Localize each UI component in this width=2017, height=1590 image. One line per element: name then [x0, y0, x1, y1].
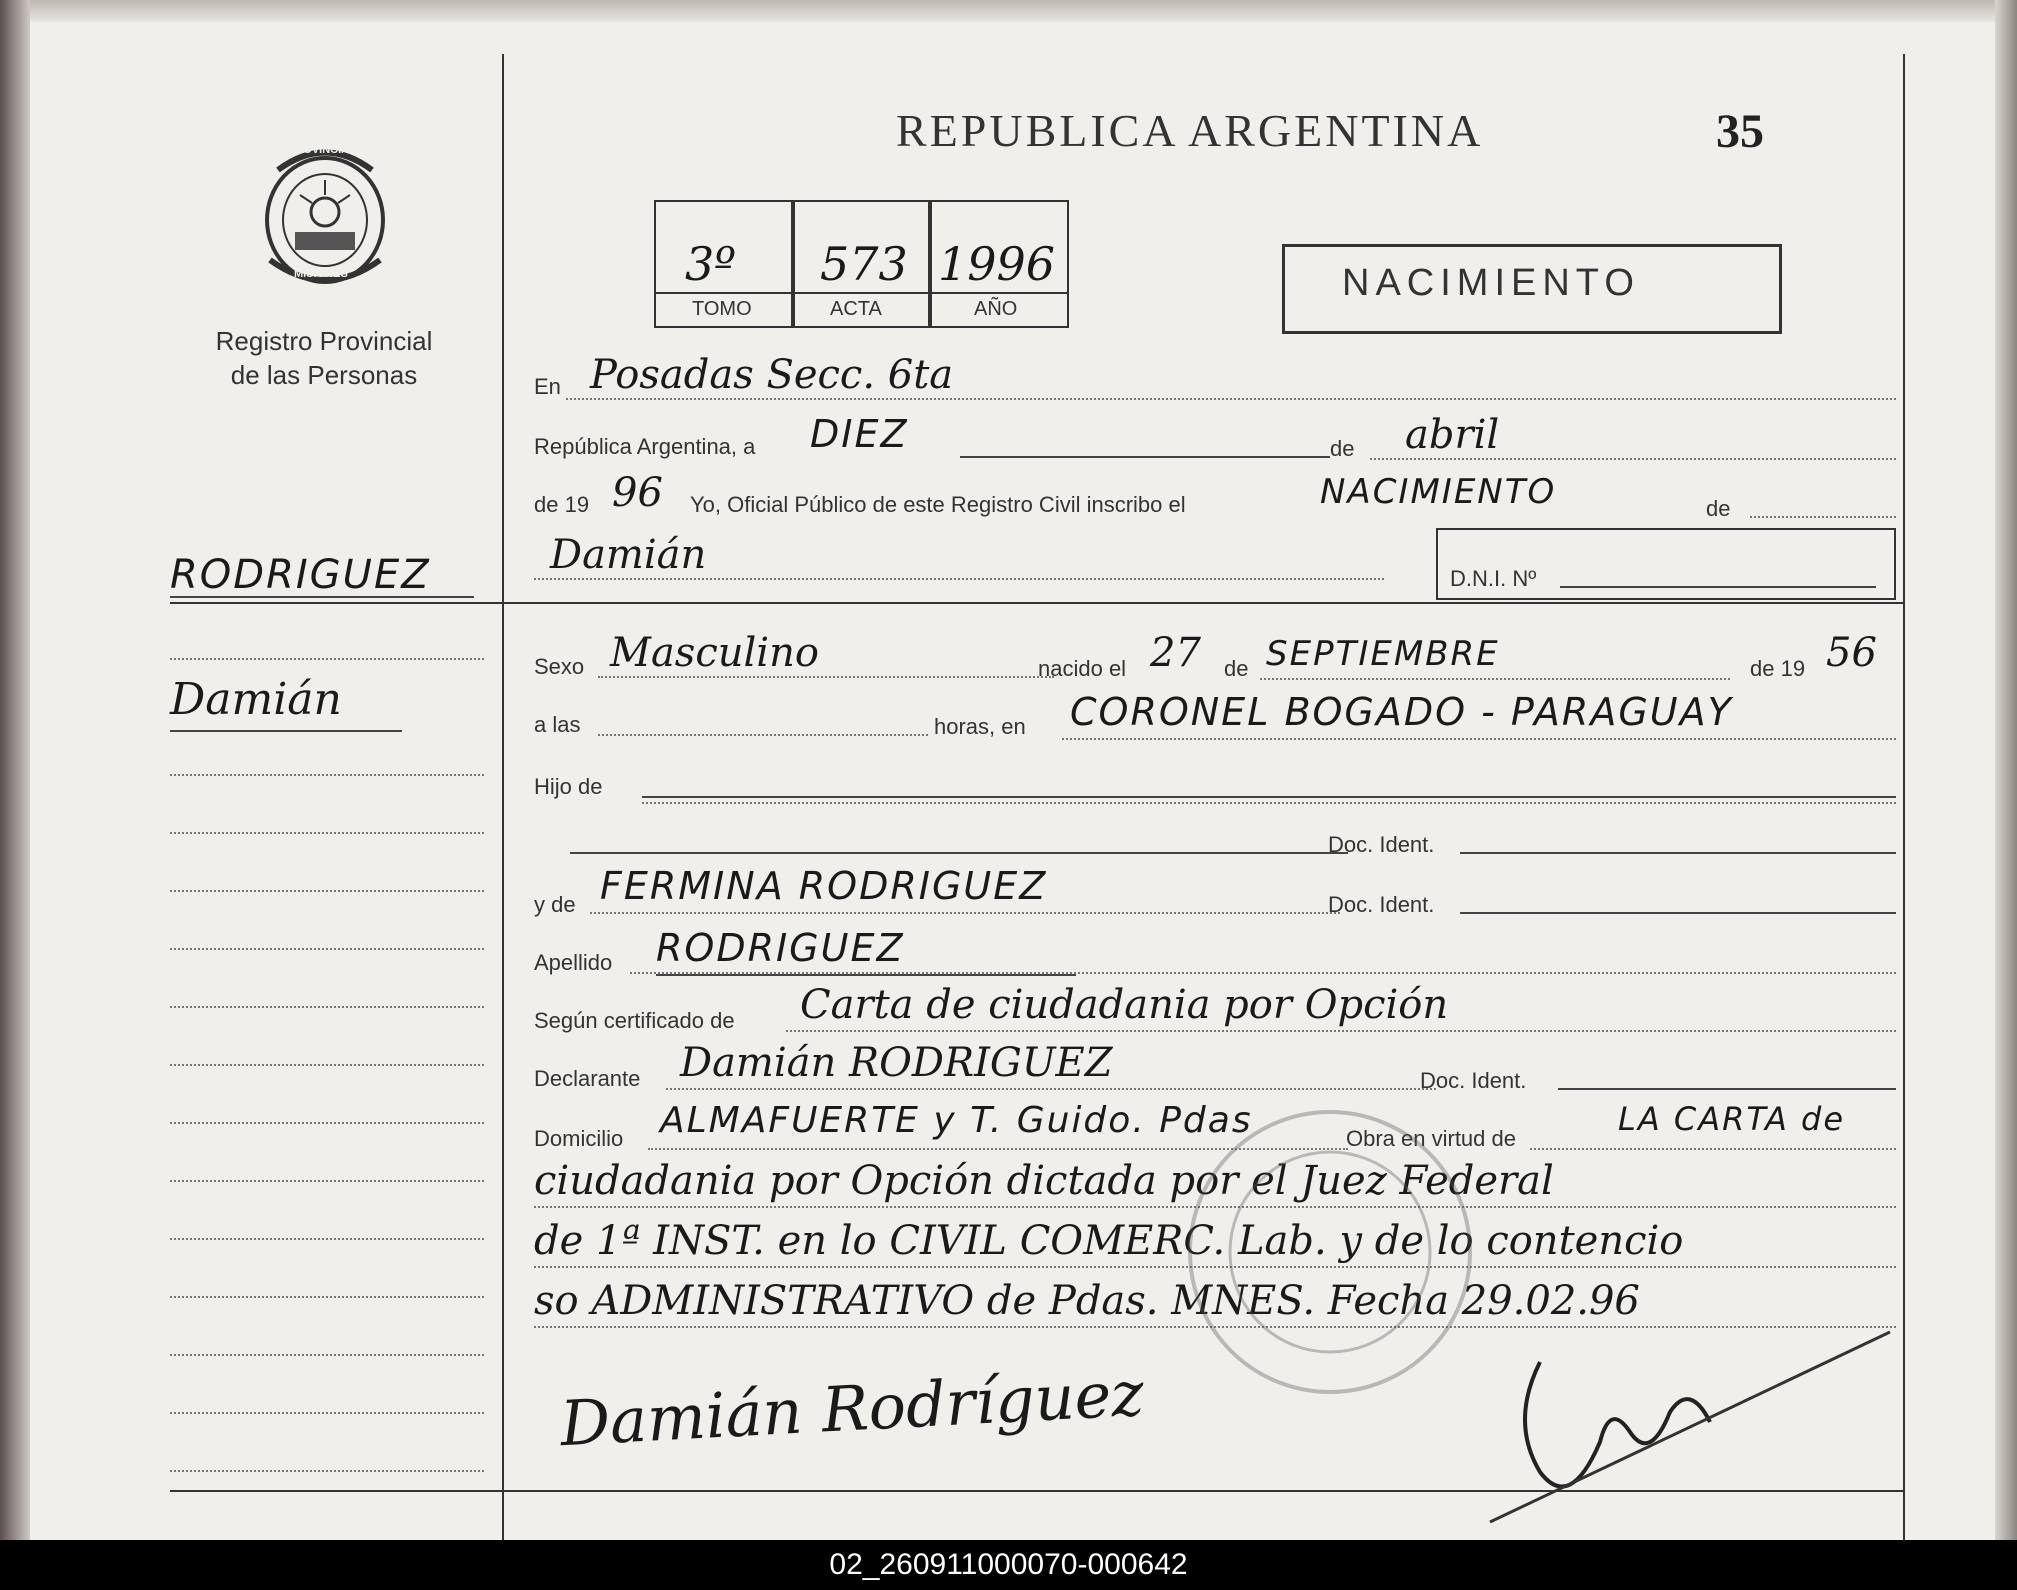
doc-ident-padre-line [1460, 852, 1896, 854]
anio-value: 1996 [938, 237, 1056, 291]
nac-mes-value: SEPTIEMBRE [1266, 634, 1500, 674]
acta-label: ACTA [830, 298, 882, 320]
nac-mes-line [1260, 678, 1730, 680]
declarant-signature: Damián Rodríguez [558, 1356, 1146, 1461]
doc-ident-madre-line [1460, 912, 1896, 914]
right-border [1903, 54, 1905, 1540]
dia-line [960, 456, 1330, 458]
page-top-edge [30, 0, 1995, 22]
registry-line-1: Registro Provincial [215, 326, 433, 356]
margin-surname: RODRIGUEZ [170, 552, 431, 598]
obra-value: LA CARTA de [1618, 1100, 1846, 1138]
image-id-caption: 02_260911000070-000642 [829, 1548, 1188, 1581]
registry-line-2: de las Personas [230, 360, 418, 390]
alas-label: a las [534, 712, 581, 737]
hijo-label: Hijo de [534, 774, 603, 799]
declarante-label: Declarante [534, 1066, 641, 1091]
margin-line [170, 1296, 484, 1298]
margin-underline-2 [170, 730, 402, 732]
nota-line-3: so ADMINISTRATIVO de Pdas. MNES. Fecha 29.02.96 [534, 1278, 1640, 1324]
margin-line [170, 774, 484, 776]
sexo-line [598, 676, 1054, 678]
tomo-label: TOMO [692, 298, 752, 320]
dni-label: D.N.I. Nº [1450, 566, 1537, 591]
document-type: NACIMIENTO [1342, 262, 1640, 304]
column-divider [502, 54, 504, 1540]
tomo-value: 3º [685, 237, 736, 291]
republica-label: República Argentina, a [534, 434, 756, 459]
margin-line [170, 1354, 484, 1356]
nota-line-2: de 1ª INST. en lo CIVIL COMERC. Lab. y de lo contencio [534, 1218, 1684, 1264]
registry-stamp-icon [1180, 1102, 1480, 1402]
nota-line-1: ciudadania por Opción dictada por el Juez Federal [534, 1158, 1554, 1204]
nombre-line [534, 578, 1384, 580]
en-line [566, 398, 1896, 400]
registry-name [174, 324, 474, 392]
anio-registro-value: 96 [612, 470, 663, 516]
nacido-label: nacido el [1038, 656, 1127, 681]
doc-ident-madre-label: Doc. Ident. [1328, 892, 1435, 917]
certificate-page [30, 22, 1995, 1540]
lugar-value: CORONEL BOGADO - PARAGUAY [1070, 690, 1733, 734]
apellido-value: RODRIGUEZ [656, 926, 905, 970]
nac-dia-value: 27 [1150, 630, 1201, 676]
margin-line [170, 658, 484, 660]
mes-value: abril [1405, 412, 1500, 458]
anio-label: AÑO [974, 298, 1018, 320]
sexo-label: Sexo [534, 654, 585, 679]
madre-line [590, 912, 1340, 914]
de2-label: de [1706, 496, 1731, 521]
lugar-line [1062, 738, 1896, 740]
apellido-line [630, 972, 1896, 974]
de1956-label: de 19 [1750, 656, 1806, 681]
margin-line [170, 1122, 484, 1124]
margin-line [170, 1064, 484, 1066]
section-divider [170, 602, 1905, 604]
en-value: Posadas Secc. 6ta [590, 352, 954, 398]
declarante-line [666, 1088, 1436, 1090]
padre-line [570, 852, 1348, 854]
margin-line [170, 1412, 484, 1414]
obra-label: Obra en virtud de [1346, 1126, 1516, 1151]
hijo-dots [642, 802, 1896, 804]
margin-line [170, 1180, 484, 1182]
official-signature-icon [1450, 1322, 1900, 1542]
domicilio-label: Domicilio [534, 1126, 624, 1151]
page-right-edge [1995, 0, 2017, 1540]
apellido-underline [656, 974, 1076, 976]
page-number: 35 [1716, 105, 1764, 158]
margin-line [170, 1006, 484, 1008]
dia-value: DIEZ [810, 412, 909, 456]
yde-label: y de [534, 892, 576, 917]
apellido-label: Apellido [534, 950, 613, 975]
acta-value: 573 [820, 237, 908, 291]
de-label: de [1330, 436, 1355, 461]
madre-value: FERMINA RODRIGUEZ [600, 864, 1048, 908]
country-title: REPUBLICA ARGENTINA [896, 105, 1484, 156]
margin-line [170, 890, 484, 892]
seal-top-text: PROVINCIA [288, 144, 350, 156]
doc-ident-declarante-label: Doc. Ident. [1420, 1068, 1527, 1093]
segun-label: Según certificado de [534, 1008, 735, 1033]
doc-ident-padre-label: Doc. Ident. [1328, 832, 1435, 857]
hijo-line [642, 796, 1896, 798]
margin-line [170, 948, 484, 950]
domicilio-value: ALMAFUERTE y T. Guido. Pdas [660, 1100, 1253, 1141]
nac-anio-value: 56 [1826, 630, 1877, 676]
declarante-value: Damián RODRIGUEZ [680, 1040, 1113, 1086]
margin-underline [170, 596, 474, 598]
doc-ident-declarante-line [1558, 1088, 1896, 1090]
margin-given-name: Damián [170, 674, 342, 725]
margin-line [170, 1470, 484, 1472]
nombre-value: Damián [550, 532, 707, 578]
margin-line [170, 832, 484, 834]
segun-line [786, 1030, 1896, 1032]
alas-line [598, 734, 928, 736]
de19-label: de 19 [534, 492, 590, 517]
id-label-divider [654, 292, 1067, 294]
de2-line [1750, 516, 1896, 518]
margin-line [170, 1238, 484, 1240]
oficial-label: Yo, Oficial Público de este Registro Civil inscribo el [690, 492, 1186, 517]
de3-label: de [1224, 656, 1249, 681]
en-label: En [534, 374, 561, 399]
dni-line [1560, 586, 1876, 588]
book-spine [0, 0, 30, 1540]
horas-label: horas, en [934, 714, 1026, 739]
seal-bottom-text: MISIONES [294, 268, 348, 280]
segun-value: Carta de ciudadania por Opción [800, 982, 1449, 1028]
acto-value: NACIMIENTO [1320, 472, 1557, 512]
sexo-value: Masculino [610, 630, 819, 676]
mes-line [1370, 458, 1896, 460]
obra-line [1530, 1148, 1896, 1150]
